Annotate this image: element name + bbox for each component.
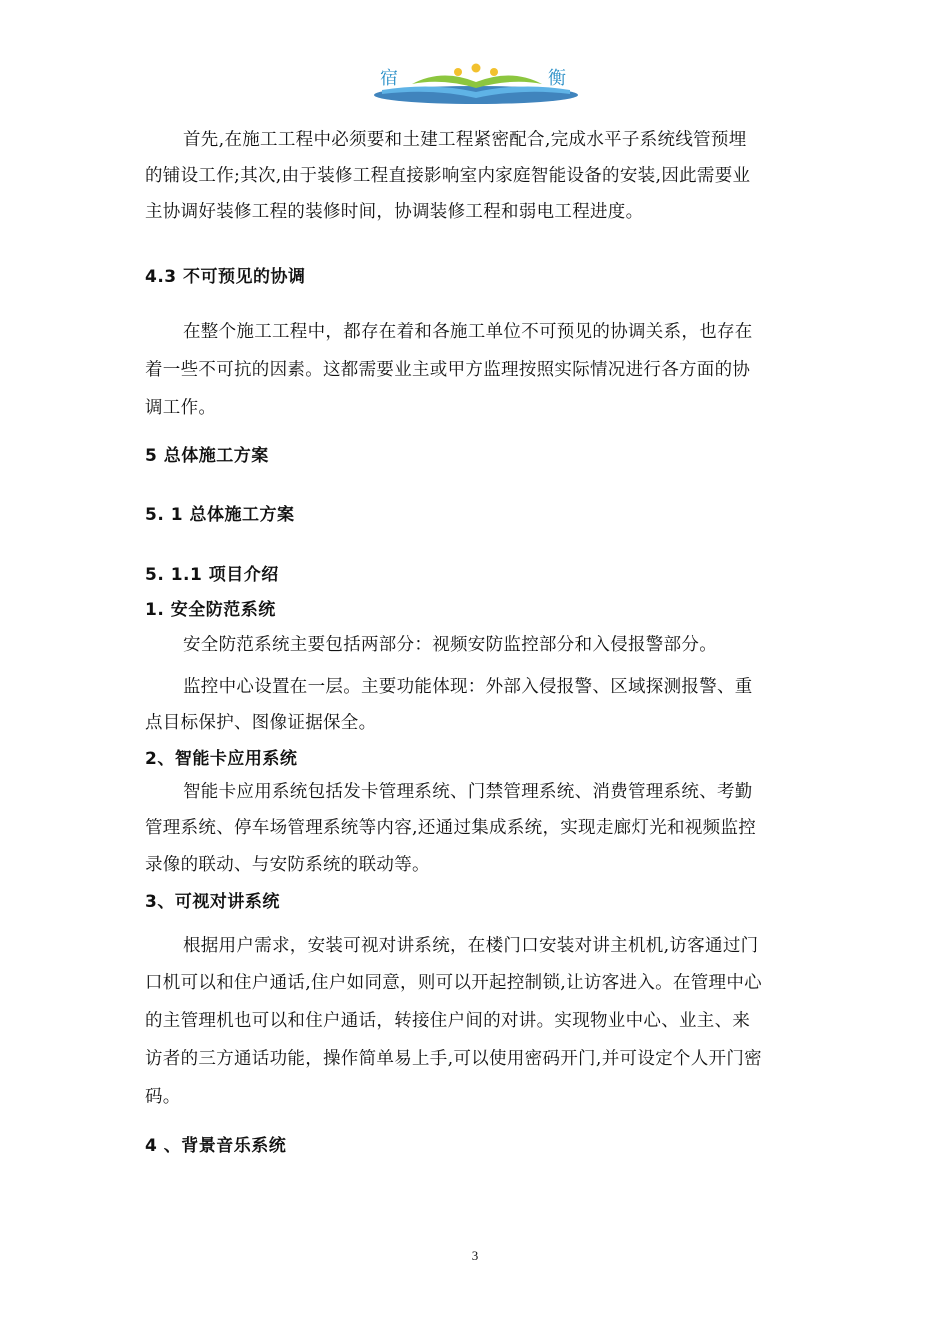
section-heading-5-1-1: 5. 1.1 项目介绍 [145, 565, 279, 585]
logo-text-left: 宿 [380, 68, 398, 89]
text-line: 着一些不可抗的因素。这都需要业主或甲方监理按照实际情况进行各方面的协 [145, 360, 751, 380]
text-line: 根据用户需求，安装可视对讲系统，在楼门口安装对讲主机机,访客通过门 [183, 936, 759, 956]
text-line: 管理系统、停车场管理系统等内容,还通过集成系统，实现走廊灯光和视频监控 [145, 818, 757, 838]
header-logo [372, 62, 580, 104]
text-line: 码。 [145, 1087, 181, 1107]
text-line: 首先,在施工工程中必须要和土建工程紧密配合,完成水平子系统线管预埋 [183, 130, 747, 150]
text-line: 监控中心设置在一层。主要功能体现：外部入侵报警、区域探测报警、重 [183, 677, 753, 697]
text-line: 调工作。 [145, 398, 217, 418]
section-heading-4-3: 4.3 不可预见的协调 [145, 267, 306, 287]
text-line: 访者的三方通话功能，操作简单易上手,可以使用密码开门,并可设定个人开门密 [145, 1049, 762, 1069]
section-heading-5-1: 5. 1 总体施工方案 [145, 505, 295, 525]
text-line: 点目标保护、图像证据保全。 [145, 713, 377, 733]
text-line: 在整个施工工程中，都存在着和各施工单位不可预见的协调关系，也存在 [183, 322, 753, 342]
item-heading-security: 1. 安全防范系统 [145, 600, 276, 620]
text-line: 的主管理机也可以和住户通话，转接住户间的对讲。实现物业中心、业主、来 [145, 1011, 751, 1031]
item-heading-music: 4 、背景音乐系统 [145, 1136, 287, 1156]
text-line: 安全防范系统主要包括两部分：视频安防监控部分和入侵报警部分。 [183, 635, 717, 655]
section-heading-5: 5 总体施工方案 [145, 446, 269, 466]
page-number: 3 [471, 1248, 479, 1263]
text-line: 口机可以和住户通话,住户如同意，则可以开起控制锁,让访客进入。在管理中心 [145, 973, 762, 993]
text-line: 主协调好装修工程的装修时间，协调装修工程和弱电工程进度。 [145, 202, 644, 222]
text-line: 的铺设工作;其次,由于装修工程直接影响室内家庭智能设备的安装,因此需要业 [145, 166, 751, 186]
item-heading-smartcard: 2、智能卡应用系统 [145, 749, 298, 769]
text-line: 录像的联动、与安防系统的联动等。 [145, 855, 430, 875]
text-line: 智能卡应用系统包括发卡管理系统、门禁管理系统、消费管理系统、考勤 [183, 782, 753, 802]
logo-text-right: 衡 [548, 68, 566, 89]
item-heading-intercom: 3、可视对讲系统 [145, 892, 280, 912]
